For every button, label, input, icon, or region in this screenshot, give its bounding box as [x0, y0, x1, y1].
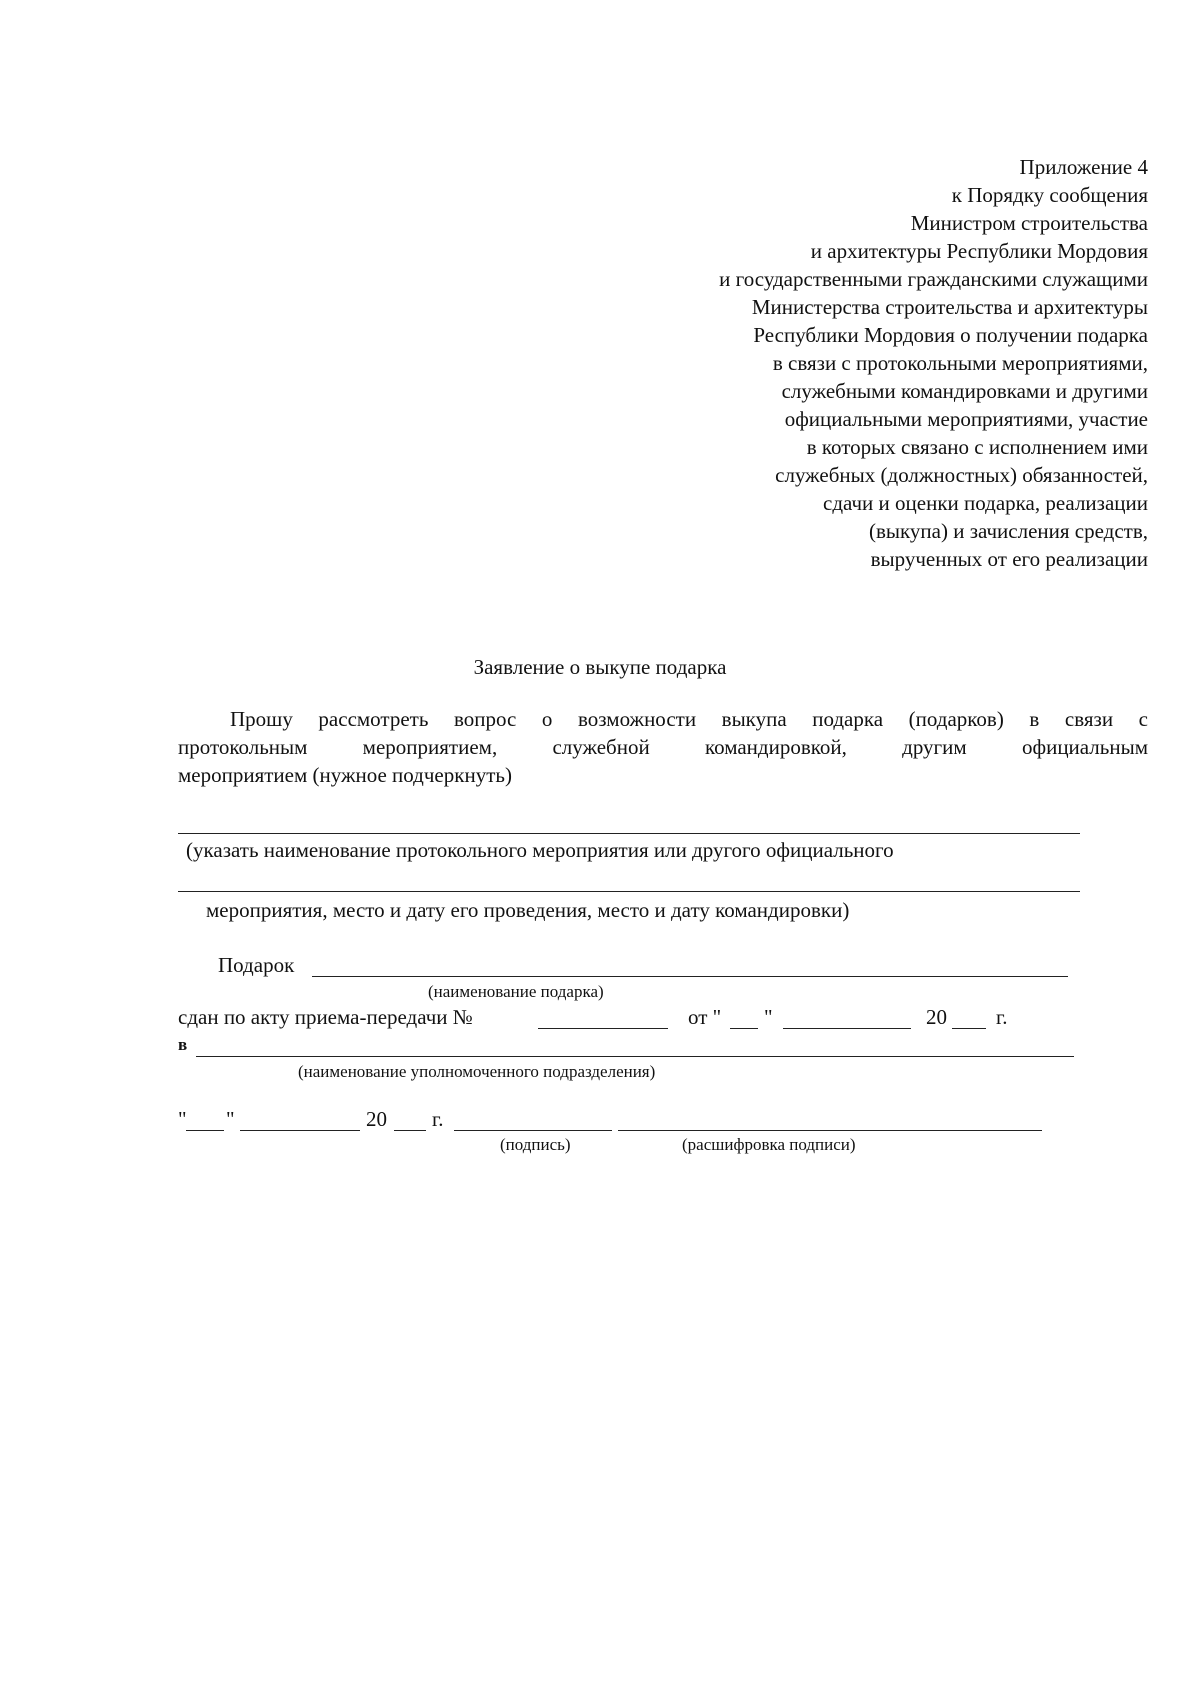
- act-year-suffix: г.: [996, 1005, 1008, 1029]
- act-year-prefix: 20: [926, 1005, 947, 1029]
- sign-year-field[interactable]: [394, 1130, 426, 1131]
- sign-day-field[interactable]: [186, 1130, 224, 1131]
- appendix-line: (выкупа) и зачисления средств,: [868, 519, 1148, 543]
- event-field-line-1[interactable]: [178, 833, 1080, 834]
- appendix-line: Министром строительства: [910, 211, 1148, 235]
- appendix-line: вырученных от его реализации: [870, 547, 1148, 571]
- sign-quote-close: ": [226, 1107, 235, 1131]
- gift-label: Подарок: [218, 953, 295, 977]
- request-paragraph: [178, 705, 1148, 789]
- dept-hint: (наименование уполномоченного подразделения): [298, 1062, 656, 1081]
- sign-year-prefix: 20: [366, 1107, 387, 1131]
- signature-decode-hint: (расшифровка подписи): [682, 1135, 856, 1154]
- act-prefix: сдан по акту приема-передачи №: [178, 1005, 473, 1029]
- act-quote-close: ": [764, 1005, 773, 1029]
- sign-year-suffix: г.: [432, 1107, 444, 1131]
- gift-hint: (наименование подарка): [428, 982, 604, 1001]
- act-from: от ": [688, 1005, 722, 1029]
- sign-month-field[interactable]: [240, 1130, 360, 1131]
- appendix-block: [548, 153, 1148, 573]
- appendix-line: Республики Мордовия о получении подарка: [753, 323, 1148, 347]
- dept-field[interactable]: [196, 1056, 1074, 1057]
- appendix-line: служебными командировками и другими: [781, 379, 1148, 403]
- appendix-line: в которых связано с исполнением ими: [806, 435, 1148, 459]
- act-day-field[interactable]: [730, 1028, 758, 1029]
- appendix-line: Министерства строительства и архитектуры: [751, 295, 1148, 319]
- signature-hint: (подпись): [500, 1135, 571, 1154]
- event-field-line-2[interactable]: [178, 891, 1080, 892]
- document-title: Заявление о выкупе подарка: [473, 655, 727, 679]
- dept-prefix: в: [178, 1035, 188, 1054]
- paragraph-line: мероприятием (нужное подчеркнуть): [178, 763, 512, 787]
- act-number-field[interactable]: [538, 1028, 668, 1029]
- appendix-line: Приложение 4: [1019, 155, 1148, 179]
- event-hint-1: (указать наименование протокольного мероприятия или другого официального: [186, 838, 894, 862]
- act-month-field[interactable]: [783, 1028, 911, 1029]
- event-hint-2: мероприятия, место и дату его проведения, место и дату командировки): [206, 898, 850, 922]
- gift-name-field[interactable]: [312, 976, 1068, 977]
- appendix-line: официальными мероприятиями, участие: [784, 407, 1148, 431]
- sign-quote-open: ": [178, 1107, 187, 1131]
- paragraph-line: Прошу рассмотреть вопрос о возможности выкупа подарка (подарков) в связи с: [230, 707, 1148, 731]
- appendix-line: служебных (должностных) обязанностей,: [775, 463, 1148, 487]
- appendix-line: и архитектуры Республики Мордовия: [810, 239, 1148, 263]
- appendix-line: в связи с протокольными мероприятиями,: [772, 351, 1148, 375]
- appendix-line: к Порядку сообщения: [951, 183, 1148, 207]
- signature-decode-field[interactable]: [618, 1130, 1042, 1131]
- signature-field[interactable]: [454, 1130, 612, 1131]
- appendix-line: сдачи и оценки подарка, реализации: [823, 491, 1148, 515]
- appendix-line: и государственными гражданскими служащими: [719, 267, 1148, 291]
- paragraph-line: протокольным мероприятием, служебной командировкой, другим официальным: [178, 735, 1148, 759]
- act-year-field[interactable]: [952, 1028, 986, 1029]
